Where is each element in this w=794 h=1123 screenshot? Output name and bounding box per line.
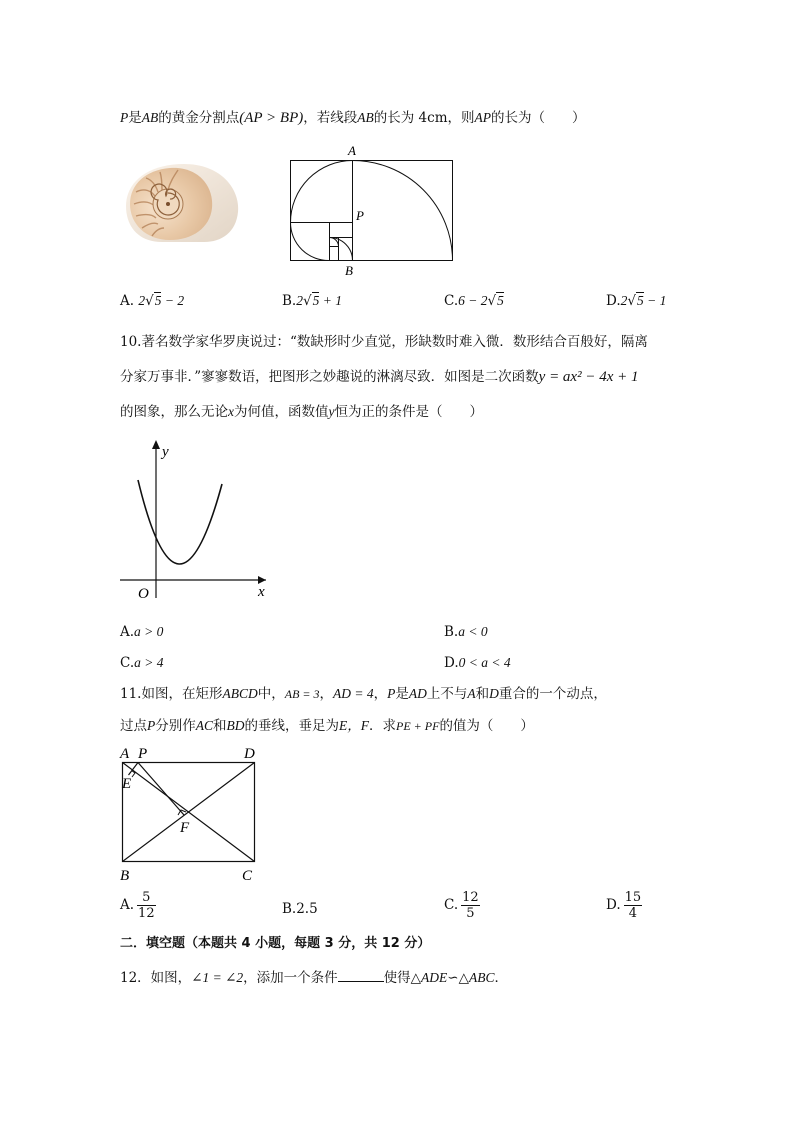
q11-line-1: 11.如图，在矩形ABCD中，AB = 3，AD = 4，P是AD上不与A和D重合的一个动点， (120, 686, 607, 702)
q10-line-2: 分家万事非．”寥寥数语，把图形之妙趣说的淋漓尽致．如图是二次函数y = ax² − 4x + 1 (120, 369, 639, 385)
q9-option-d[interactable]: D.2√5 − 1 (606, 293, 667, 309)
q10-option-c[interactable]: C.a > 4 (120, 655, 164, 671)
q11-option-b[interactable]: B.2.5 (282, 901, 318, 917)
label-p: P (356, 208, 364, 223)
q9-var-p: P (120, 110, 129, 125)
fraction: $\frac{15}{4}$ (624, 890, 642, 921)
outer-rectangle (291, 161, 453, 261)
q11-option-c[interactable]: C. $\frac{12}{5}$ (444, 890, 479, 921)
section-2-heading: 二．填空题（本题共 4 小题，每题 3 分，共 12 分） (120, 936, 431, 951)
x-axis-arrow-icon (258, 576, 266, 584)
label-a: A (120, 746, 130, 762)
q10-option-a[interactable]: A.a > 0 (120, 624, 164, 640)
q10-function: y = ax² − 4x + 1 (538, 369, 639, 385)
q11-option-a[interactable]: A. $\frac{5}{12}$ (120, 890, 155, 921)
label-b: B (345, 263, 353, 278)
sqrt-icon: √ (627, 293, 636, 309)
q9-option-a[interactable]: A. 2√5 − 2 (120, 293, 185, 309)
q10-option-d[interactable]: D.0 < a < 4 (444, 655, 511, 671)
label-d: D (244, 746, 255, 762)
sqrt-icon: √ (487, 293, 497, 309)
q12-stem: 12．如图，∠1 = ∠2，添加一个条件 使得△ADE∽△ABC． (120, 967, 508, 988)
q10-line-3: 的图象，那么无论x为何值，函数值y恒为正的条件是（ ） (120, 404, 483, 420)
q9-stem: P是AB的黄金分割点(AP > BP)，若线段AB的长为 4cm，则AP的长为（ ） (120, 110, 586, 126)
nautilus-shell-image (122, 158, 244, 246)
q10-line-1: 10.著名数学家华罗庚说过：“数缺形时少直觉，形缺数时难入微．数形结合百般好，隔离 (120, 334, 648, 350)
label-x: x (258, 584, 265, 600)
segment-pf (138, 763, 184, 816)
fraction: $\frac{12}{5}$ (462, 890, 479, 921)
sqrt-icon: √ (145, 293, 154, 309)
sqrt-icon: √ (302, 293, 312, 309)
label-c: C (242, 868, 253, 884)
q11-line-2: 过点P分别作AC和BD的垂线，垂足为E，F．求PE + PF的值为（ ） (120, 718, 534, 734)
label-y: y (162, 444, 169, 460)
rectangle-abcd-figure (114, 742, 270, 884)
parabola-graph (114, 436, 280, 604)
q11-option-d[interactable]: D. $\frac{15}{4}$ (606, 890, 642, 921)
label-origin: O (138, 586, 149, 602)
q9-option-c[interactable]: C.6 − 2√5 (444, 293, 504, 309)
answer-blank[interactable] (338, 967, 384, 982)
q10-option-b[interactable]: B.a < 0 (444, 624, 488, 640)
label-f: F (180, 820, 190, 836)
label-b: B (120, 868, 130, 884)
spiral-arc (291, 161, 353, 223)
y-axis-arrow-icon (152, 440, 160, 449)
fraction: $\frac{5}{12}$ (138, 890, 155, 921)
label-a: A (348, 143, 356, 158)
q9-option-b[interactable]: B.2√5 + 1 (282, 293, 342, 309)
label-e: E (122, 776, 132, 792)
label-p: P (138, 746, 148, 762)
parabola-curve (138, 480, 222, 564)
golden-rectangle-figure (282, 140, 462, 280)
